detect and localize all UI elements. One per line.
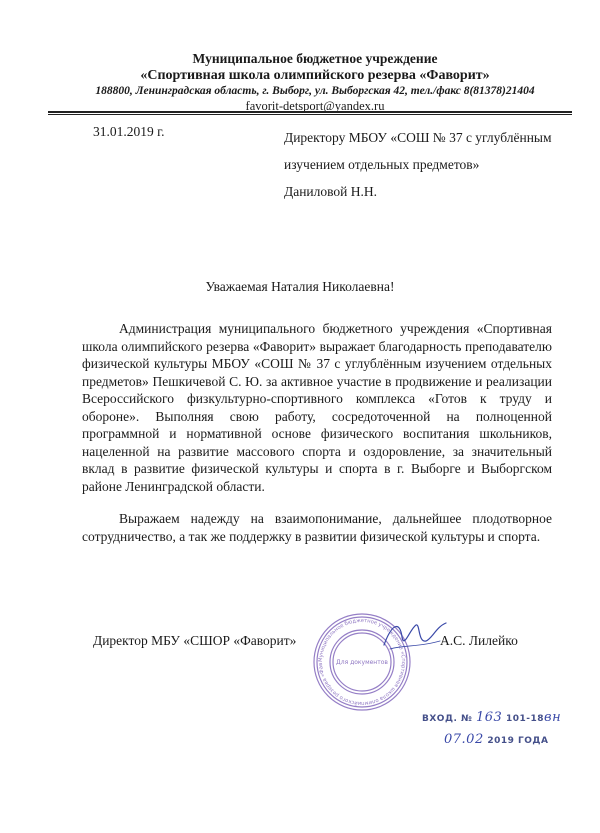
- letterhead-org-name: «Спортивная школа олимпийского резерва «Фаворит»: [140, 68, 490, 83]
- letterhead-email: favorit-detsport@yandex.ru: [245, 99, 385, 113]
- registration-number-line: [422, 710, 561, 725]
- addressee-line-3: Даниловой Н.Н.: [284, 184, 378, 199]
- signatory-position: Директор МБУ «СШОР «Фаворит»: [93, 633, 297, 648]
- letterhead: [60, 50, 570, 114]
- registration-date: 07.02: [444, 732, 484, 747]
- svg-text:Для документов: Для документов: [336, 659, 388, 666]
- signatory-name: А.С. Лилейко: [440, 633, 518, 648]
- addressee-block: [284, 124, 574, 205]
- letter-body: [82, 320, 552, 545]
- body-paragraph-2: Выражаем надежду на взаимопонимание, дальнейшее плодотворное сотрудничество, а так же поддержку в развитии физической культуры и спорта.: [82, 511, 552, 544]
- addressee-line-1: Директору МБОУ «СОШ № 37 с углублённым: [284, 130, 552, 145]
- registration-stamp: [418, 708, 598, 756]
- salutation: Уважаемая Наталия Николаевна!: [205, 279, 395, 294]
- letterhead-divider: [48, 111, 572, 115]
- registration-suffix: вн: [544, 710, 562, 725]
- addressee-line-2: изучением отдельных предметов»: [284, 157, 480, 172]
- letterhead-org-type: Муниципальное бюджетное учреждение: [192, 51, 438, 66]
- registration-number: 163: [476, 710, 503, 725]
- body-paragraph-1: Администрация муниципального бюджетного учреждения «Спортивная школа олимпийского резерва «Фаворит» выражает благодарность преподавателю физической культуры МБОУ «СОШ № 37 с углублённым изучением отдельных предметов» Пешкичевой С. Ю. за активное участие в продвижение и реализации Всероссийского физкультурно-спортивного комплекса «Готов к труду и обороне». Выполняя свою работу, сосредоточенной на полноценной программной и нормативной основе физического воспитания школьников, нацеленной на развитие массового спорта и оздоровление, за значительный вклад в развитие физической культуры и спорта в г. Выборге и Выборгском районе Ленинградской области.: [82, 321, 552, 494]
- letterhead-address: 188800, Ленинградская область, г. Выборг, ул. Выборгская 42, тел./факс 8(81378)21404: [95, 85, 535, 97]
- registration-date-line: [444, 732, 548, 747]
- registration-label: ВХОД. №: [422, 714, 473, 724]
- registration-year: 2019 ГОДА: [487, 736, 549, 746]
- registration-code: 101-18: [505, 714, 545, 724]
- letter-date: 31.01.2019 г.: [93, 124, 165, 139]
- svg-text:Муниципальное бюджетное учрежд: Муниципальное бюджетное учреждение «Спортивная школа олимпийского резерва «Фав: [317, 617, 407, 707]
